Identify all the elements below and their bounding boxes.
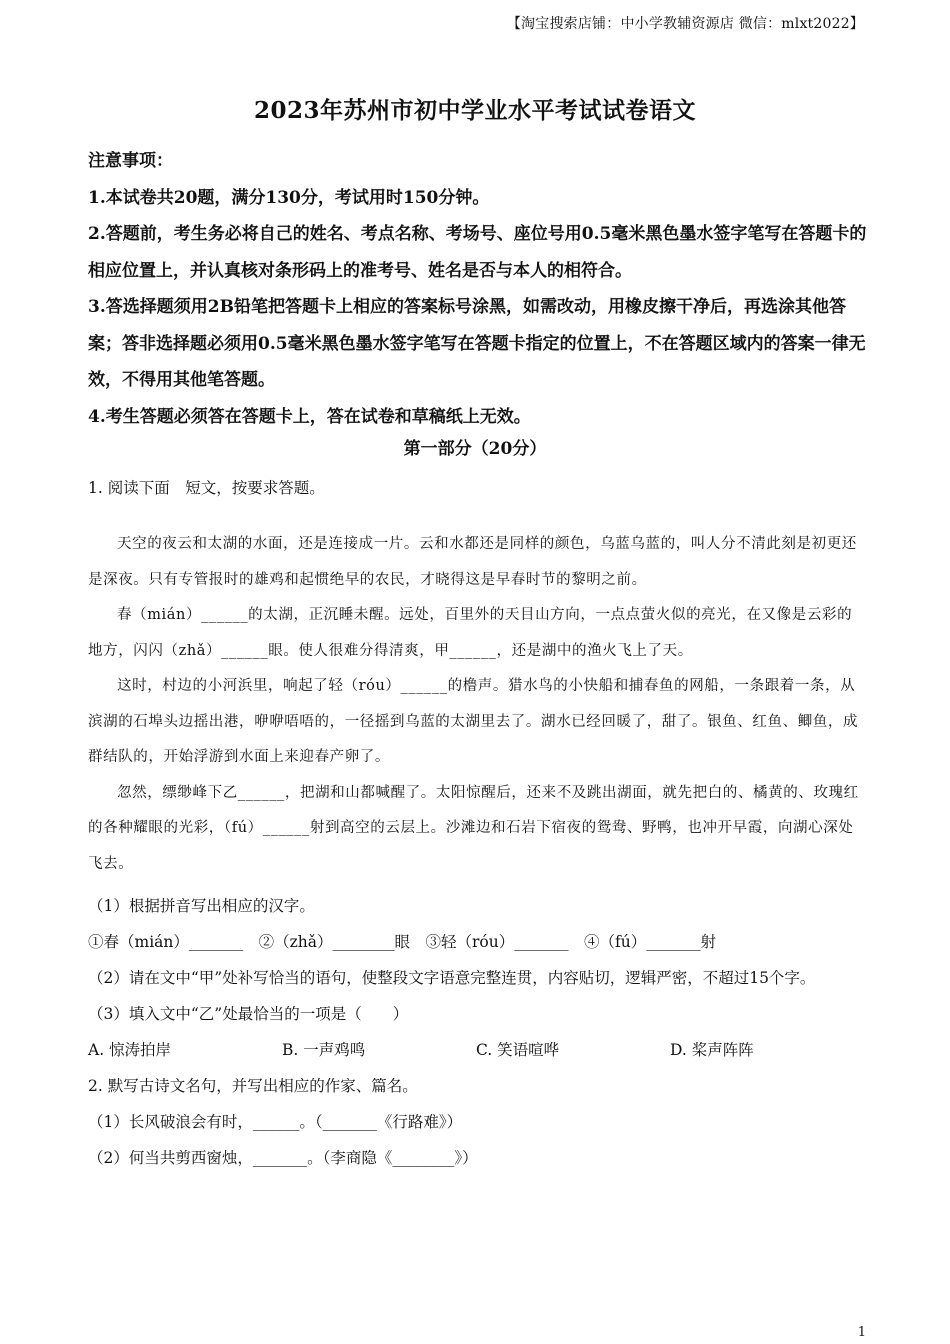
question-1-subquestions <box>88 888 866 1176</box>
passage-paragraph: 春（mián）______的太湖，正沉睡未醒。远处，百里外的天目山方向，一点点萤火似的亮光，在又像是云彩的地方，闪闪（zhǎ）______眼。使人很难分得清爽，甲______，还是湖中的渔火飞上了天。 <box>88 607 853 659</box>
subquestion-3: （3）填入文中“乙”处最恰当的一项是（ ） <box>88 1005 409 1023</box>
page-title: 2023年苏州市初中学业水平考试试卷语文 <box>253 97 696 124</box>
notice-item: 4.考生答题必须答在答题卡上，答在试卷和草稿纸上无效。 <box>88 406 531 427</box>
option-b: B. 一声鸡鸣 <box>282 1041 366 1059</box>
passage-paragraph: 天空的夜云和太湖的水面，还是连接成一片。云和水都还是同样的颜色，乌蓝乌蓝的，叫人分不清此刻是初更还是深夜。只有专管报时的雄鸡和起惯绝早的农民，才晓得这是早春时节的黎明之前。 <box>88 536 857 588</box>
page-number: 1 <box>857 1325 866 1340</box>
subquestion-2: （2）请在文中“甲”处补写恰当的语句，使整段文字语意完整连贯，内容贴切，逻辑严密，不超过15个字。 <box>88 969 816 987</box>
passage-paragraph: 这时，村边的小河浜里，响起了轻（róu）______的橹声。猎水鸟的小快船和捕春鱼的网船，一条跟着一条，从滨湖的石埠头边摇出港，咿咿唔唔的，一径摇到乌蓝的太湖里去了。湖水已经回暖了，甜了。银鱼、红鱼、鲫鱼，成群结队的，开始浮游到水面上来迎春产卵了。 <box>88 678 859 765</box>
subquestion-1-blanks: ①春（mián）_______ ②（zhǎ）________眼 ③轻（róu）_______ ④（fú）_______射 <box>88 933 716 951</box>
question-prompt: 1. 阅读下面 短文，按要求答题。 <box>88 479 325 497</box>
notice-item: 1.本试卷共20题，满分130分，考试用时150分钟。 <box>88 187 490 208</box>
subquestion-3-options <box>88 1032 866 1068</box>
subquestion-1: （1）根据拼音写出相应的汉字。 <box>88 897 315 915</box>
header-note: 【淘宝搜索店铺：中小学教辅资源店 微信：mlxt2022】 <box>506 16 864 32</box>
notice-item: 3.答选择题须用2B铅笔把答题卡上相应的答案标号涂黑，如需改动，用橡皮擦干净后，再选涂其他答案；答非选择题必须用0.5毫米黑色墨水签字笔写在答题卡指定的位置上，不在答题区域内的答案一律无效，不得用其他笔答题。 <box>88 297 866 390</box>
notice-heading: 注意事项： <box>88 151 173 171</box>
question-1-prompt <box>88 470 866 506</box>
notice-item: 2.答题前，考生务必将自己的姓名、考点名称、考场号、座位号用0.5毫米黑色墨水签字笔写在答题卡的相应位置上，并认真核对条形码上的准考号、姓名是否与本人的相符合。 <box>88 224 867 281</box>
passage-paragraph: 忽然，缥缈峰下乙______，把湖和山都喊醒了。太阳惊醒后，还来不及跳出湖面，就先把白的、橘黄的、玫瑰红的各种耀眼的光彩，（fú）______射到高空的云层上。沙滩边和石岩下宿夜的鸳鸯、野鸭，也冲开早霞，向湖心深处飞去。 <box>88 784 859 872</box>
question-2-item: （2）何当共剪西窗烛，_______。（李商隐《________》） <box>88 1149 478 1167</box>
question-2-prompt: 2. 默写古诗文名句，并写出相应的作家、篇名。 <box>88 1077 418 1095</box>
option-c: C. 笑语喧哗 <box>476 1041 560 1059</box>
option-a: A. 惊涛拍岸 <box>88 1041 172 1059</box>
question-2-item: （1）长风破浪会有时，______。（_______《行路难》） <box>88 1113 463 1131</box>
reading-passage <box>88 527 863 882</box>
option-d: D. 桨声阵阵 <box>670 1041 754 1059</box>
section-heading: 第一部分（20分） <box>403 439 547 459</box>
notice-section <box>88 143 878 435</box>
